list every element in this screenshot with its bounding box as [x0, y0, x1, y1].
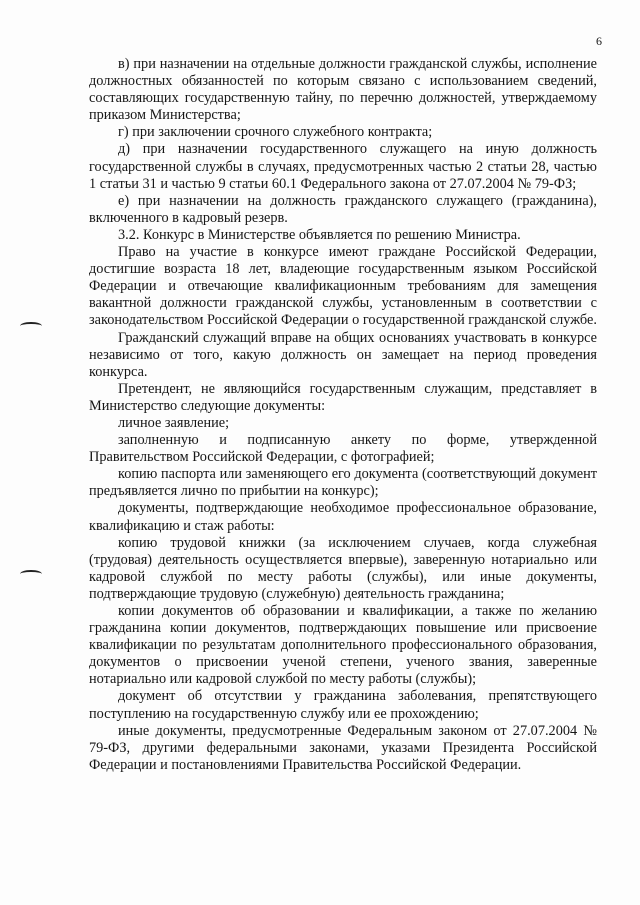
list-item: личное заявление;	[118, 414, 230, 431]
paragraph-applicant-documents: Претендент, не являющийся государственным служащим, представляет в Министерство следующие документы:	[89, 380, 597, 414]
page-number: 6	[596, 34, 602, 48]
margin-mark	[20, 322, 42, 330]
list-item: копии документов об образовании и квалификации, а также по желанию гражданина копии документов, подтверждающих повышение или присвоение квалификации по результатам дополнительного профессионального образования, документов о присвоении ученой степени, ученого звания, заверенные нотариально или кадровой службой по месту работы (службы);	[89, 603, 597, 688]
list-item: документы, подтверждающие необходимое профессиональное образование, квалификацию и стаж работы:	[89, 500, 597, 534]
paragraph-participation-right: Право на участие в конкурсе имеют граждане Российской Федерации, достигшие возраста 18 лет, владеющие государственным языком Российской Федерации и отвечающие квалификационным требованиям для замещения вакантной должности гражданской службы, установленным в соответствии с законодательством Российской Федерации о государственной гражданской службе.	[89, 244, 597, 329]
list-item: копию паспорта или заменяющего его документа (соответствующий документ предъявляется лично по прибытии на конкурс);	[89, 466, 597, 500]
margin-mark	[20, 570, 42, 578]
list-item: документ об отсутствии у гражданина заболевания, препятствующего поступлению на государственную службу или ее прохождению;	[89, 688, 597, 722]
list-item: иные документы, предусмотренные Федеральным законом от 27.07.2004 № 79-ФЗ, другими федеральными законами, указами Президента Российской Федерации и постановлениями Правительства Российской Федерации.	[89, 722, 597, 773]
paragraph-item-v: в) при назначении на отдельные должности гражданской службы, исполнение должностных обязанностей по которым связано с использованием сведений, составляющих государственную тайну, по перечню должностей, утверждаемому приказом Министерства;	[89, 56, 597, 124]
paragraph-civil-servant: Гражданский служащий вправе на общих основаниях участвовать в конкурсе независимо от того, какую должность он замещает на период проведения конкурса.	[89, 329, 597, 380]
list-item: заполненную и подписанную анкету по форме, утвержденной Правительством Российской Федерации, с фотографией;	[89, 432, 597, 466]
document-body	[89, 56, 597, 774]
paragraph-item-g: г) при заключении срочного служебного контракта;	[118, 124, 433, 141]
paragraph-item-e: е) при назначении на должность гражданского служащего (гражданина), включенного в кадровый резерв.	[89, 192, 597, 226]
paragraph-item-d: д) при назначении государственного служащего на иную должность государственной службы в случаях, предусмотренных частью 2 статьи 28, частью 1 статьи 31 и частью 9 статьи 60.1 Федерального закона от 27.07.2004 № 79-ФЗ;	[89, 141, 597, 192]
list-item: копию трудовой книжки (за исключением случаев, когда служебная (трудовая) деятельность осуществляется впервые), заверенную нотариально или кадровой службой по месту работы (службы), или иные документы, подтверждающие трудовую (служебную) деятельность гражданина;	[89, 534, 597, 602]
paragraph-section-3-2: 3.2. Конкурс в Министерстве объявляется по решению Министра.	[118, 226, 521, 243]
